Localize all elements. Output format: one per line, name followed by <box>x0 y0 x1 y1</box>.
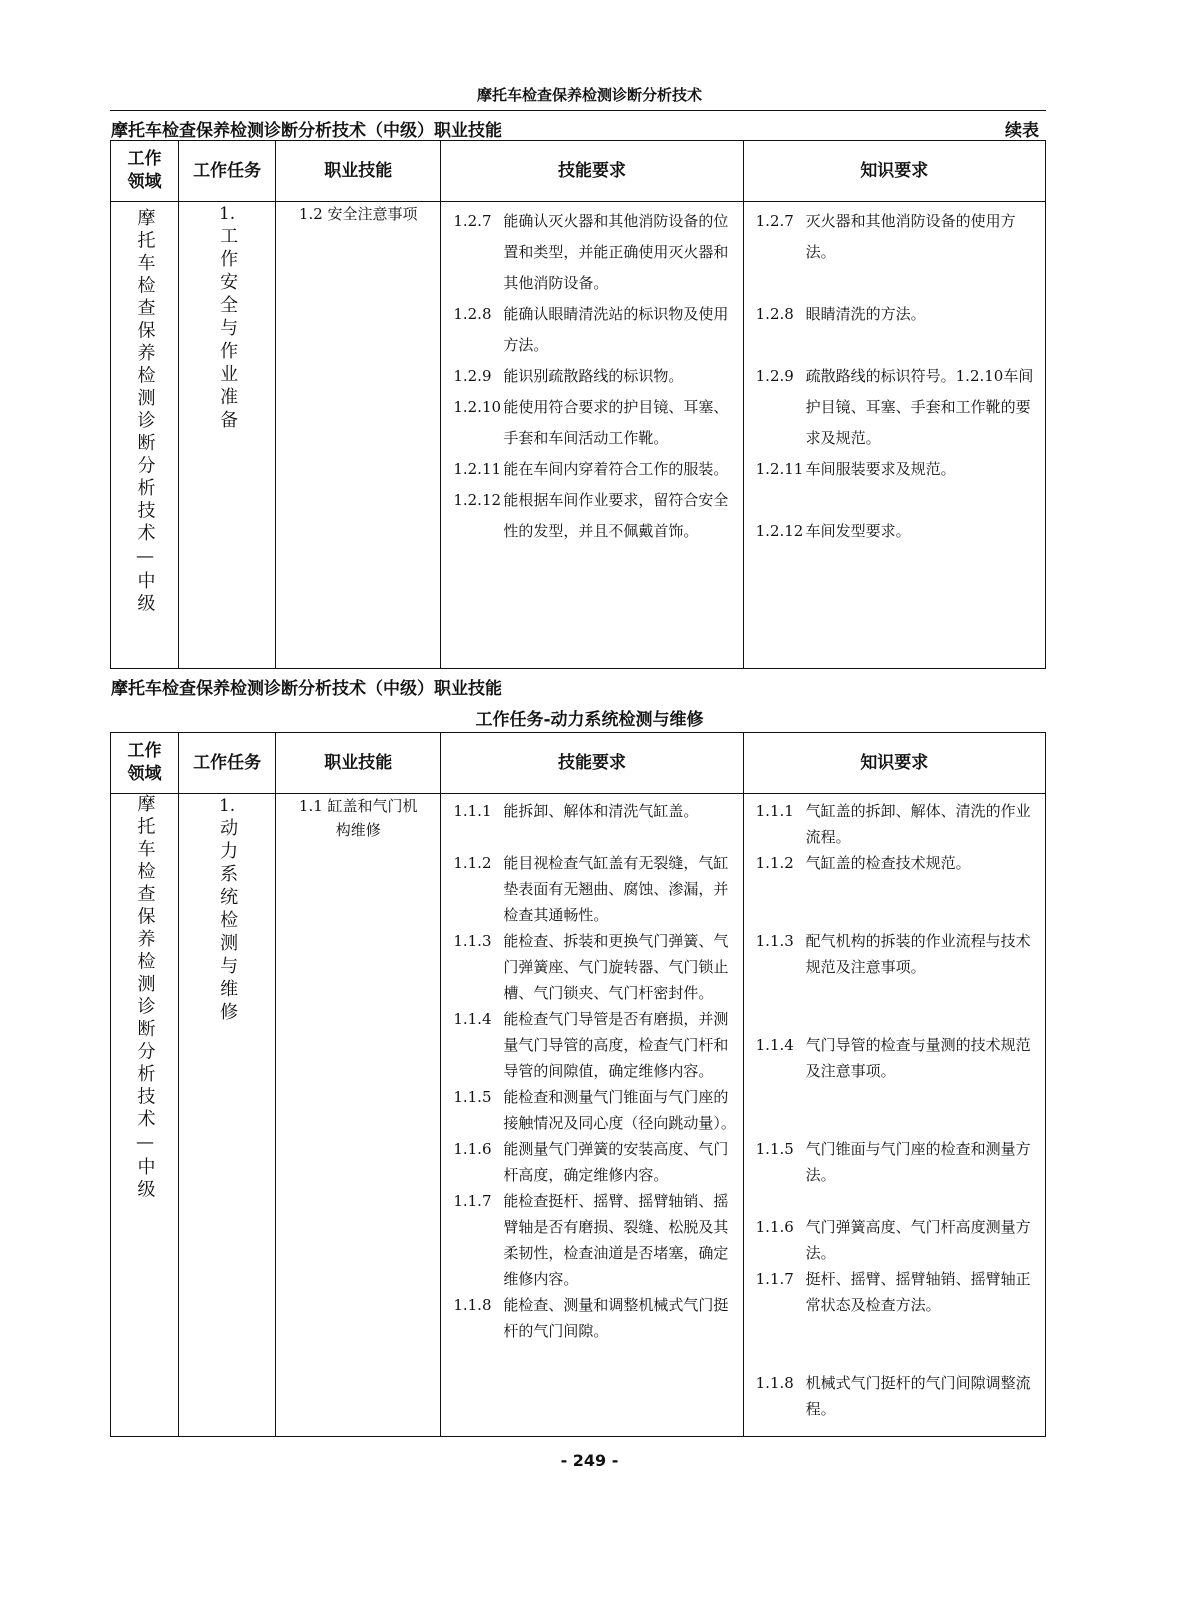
list-item: 1.2.9 疏散路线的标识符号。1.2.10车间护目镜、耳塞、手套和工作靴的要求及规范。 <box>755 367 1034 447</box>
header-knowledge: 知识要求 <box>743 141 1045 202</box>
skill-name: 1.2 安全注意事项 <box>298 205 418 223</box>
section2-title: 摩托车检查保养检测诊断分析技术（中级）职业技能 <box>111 679 502 699</box>
skill-cell <box>276 202 441 669</box>
list-item: 1.1.7 挺杆、摇臂、摇臂轴销、摇臂轴正常状态及检查方法。 <box>755 1270 1031 1314</box>
header-skill: 职业技能 <box>276 733 441 794</box>
list-item: 1.1.2 能目视检查气缸盖有无裂缝，气缸垫表面有无翘曲、腐蚀、渗漏，并检查其通畅性。 <box>453 854 729 924</box>
list-item: 1.1.4 气门导管的检查与量测的技术规范及注意事项。 <box>755 1036 1031 1080</box>
list-item: 1.1.3 能检查、拆装和更换气门弹簧、气门弹簧座、气门旋转器、气门锁止槽、气门锁夹、气门杆密封件。 <box>453 932 729 1002</box>
work-field: 摩托车检查保养检测诊断分析技术—中级 <box>134 208 156 616</box>
header-rule <box>110 110 1046 111</box>
skills-table-2 <box>110 732 1046 1437</box>
header-field: 工作领域 <box>111 141 179 202</box>
list-item: 1.2.11 车间服装要求及规范。 <box>755 460 956 478</box>
table-header-row <box>111 733 1046 794</box>
continued-label: 续表 <box>1005 121 1039 141</box>
header-task: 工作任务 <box>179 141 276 202</box>
knowledge-cell <box>743 794 1045 1437</box>
list-item: 1.1.1 能拆卸、解体和清洗气缸盖。 <box>453 802 699 820</box>
header-skill: 职业技能 <box>276 141 441 202</box>
table-row <box>111 794 1046 1437</box>
knowledge-cell <box>743 202 1045 669</box>
list-item: 1.1.8 机械式气门挺杆的气门间隙调整流程。 <box>755 1374 1031 1418</box>
running-head: 摩托车检查保养检测诊断分析技术 <box>476 86 702 104</box>
list-item: 1.1.5 能检查和测量气门锥面与气门座的接触情况及同心度（径向跳动量）。 <box>453 1088 736 1132</box>
skill-name: 1.1 缸盖和气门机构维修 <box>298 797 418 839</box>
list-item: 1.2.11 能在车间内穿着符合工作的服装。 <box>453 460 729 478</box>
list-item: 1.1.1 气缸盖的拆卸、解体、清洗的作业流程。 <box>755 802 1031 846</box>
header-requirements: 技能要求 <box>441 141 743 202</box>
section2-title-line <box>111 674 1045 699</box>
list-item: 1.2.8 眼睛清洗的方法。 <box>755 305 926 323</box>
skill-cell <box>276 794 441 1437</box>
section1-title: 摩托车检查保养检测诊断分析技术（中级）职业技能 <box>111 121 502 141</box>
header-requirements: 技能要求 <box>441 733 743 794</box>
list-item: 1.1.8 能检查、测量和调整机械式气门挺杆的气门间隙。 <box>453 1296 729 1340</box>
list-item: 1.2.7 能确认灭火器和其他消防设备的位置和类型，并能正确使用灭火器和其他消防设备。 <box>453 212 729 292</box>
list-item: 1.2.9 能识别疏散路线的标识物。 <box>453 367 684 385</box>
header-field: 工作领域 <box>111 733 179 794</box>
requirements-cell <box>441 794 743 1437</box>
task-name: 动力系统检测与维修 <box>217 818 239 1025</box>
section2-subtitle: 工作任务-动力系统检测与维修 <box>475 710 704 730</box>
work-task-cell <box>179 202 276 669</box>
work-field-cell <box>111 202 179 669</box>
list-item: 1.1.3 配气机构的拆装的作业流程与技术规范及注意事项。 <box>755 932 1031 976</box>
work-field: 摩托车检查保养检测诊断分析技术—中级 <box>134 794 156 1202</box>
list-item: 1.1.7 能检查挺杆、摇臂、摇臂轴销、摇臂轴是否有磨损、裂缝、松脱及其柔韧性，检查油道是否堵塞，确定维修内容。 <box>453 1192 729 1288</box>
list-item: 1.1.6 气门弹簧高度、气门杆高度测量方法。 <box>755 1218 1031 1262</box>
table-header-row <box>111 141 1046 202</box>
skills-table-1 <box>110 140 1046 669</box>
list-item: 1.1.4 能检查气门导管是否有磨损，并测量气门导管的高度，检查气门杆和导管的间隙值，确定维修内容。 <box>453 1010 729 1080</box>
requirements-cell <box>441 202 743 669</box>
list-item: 1.1.2 气缸盖的检查技术规范。 <box>755 854 971 872</box>
list-item: 1.1.6 能测量气门弹簧的安装高度、气门杆高度，确定维修内容。 <box>453 1140 729 1184</box>
section1-title-line <box>111 116 1045 141</box>
task-number: 1. <box>218 204 236 224</box>
header-task: 工作任务 <box>179 733 276 794</box>
page-number: - 249 - <box>560 1451 619 1470</box>
list-item: 1.2.12 能根据车间作业要求，留符合安全性的发型，并且不佩戴首饰。 <box>453 491 729 540</box>
list-item: 1.2.7 灭火器和其他消防设备的使用方法。 <box>755 212 1016 261</box>
header-knowledge: 知识要求 <box>743 733 1045 794</box>
table-row <box>111 202 1046 669</box>
work-field-cell <box>111 794 179 1437</box>
list-item: 1.2.8 能确认眼睛清洗站的标识物及使用方法。 <box>453 305 729 354</box>
work-task-cell <box>179 794 276 1437</box>
list-item: 1.2.10 能使用符合要求的护目镜、耳塞、手套和车间活动工作靴。 <box>453 398 729 447</box>
list-item: 1.1.5 气门锥面与气门座的检查和测量方法。 <box>755 1140 1031 1184</box>
task-name: 工作安全与作业准备 <box>217 226 239 433</box>
list-item: 1.2.12 车间发型要求。 <box>755 522 911 540</box>
task-number: 1. <box>218 796 236 816</box>
